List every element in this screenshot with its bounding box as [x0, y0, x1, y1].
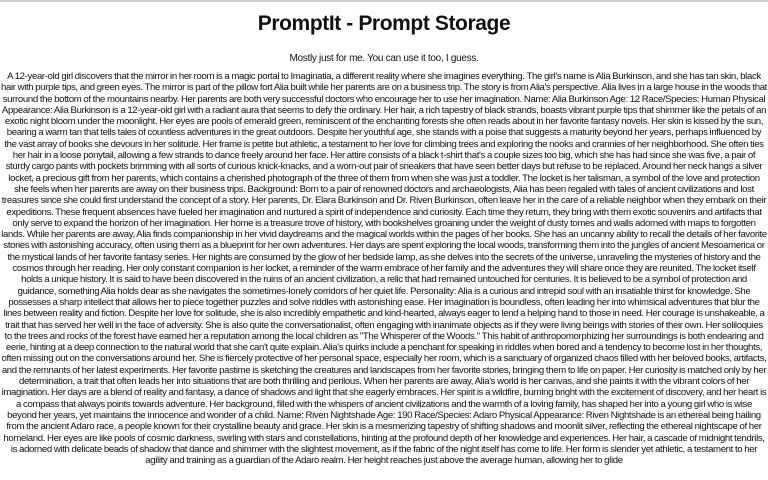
page-subtitle: Mostly just for me. You can use it too, I guess. [289, 53, 479, 64]
page-title: PromptIt - Prompt Storage [257, 12, 511, 35]
prompt-text: A 12-year-old girl discovers that the mirror in her room is a magic portal to Imaginatia, a different reality where she imagines everything. The girl's name is Alia Burkinson, and she has tan skin, black hair with purple tips, and green eyes. The mirror is part of the pillow fort Alia built while her parents are on a business trip. The story is from Alia's perspective. Alia lives in a large house in the woods that surround the bottom of the mountains nearby. Her parents are both very successful doctors who encourage her to use her imagination. Name: Alia Burkinson Age: 12 Race/Species: Human Physical Appearance: Alia Burkinson is a 12-year-old girl with a radiant aura that seems to defy the ordinary. Her hair, a rich tapestry of black strands, boasts vibrant purple tips that shimmer like the petals of an exotic night bloom under the moonlight. Her eyes are pools of emerald green, reminiscent of the enchanting forests she often reads about in her favorite fantasy novels. Her skin is kissed by the sun, bearing a warm tan that tells tales of countless adventures in the great outdoors. Despite her youthful age, she stands with a poise that suggests a maturity beyond her years, perhaps influenced by the vast array of books she devours in her solitude. Her frame is petite but athletic, a testament to her love for climbing trees and exploring the nooks and crannies of her neighborhood. She often ties her hair in a loose ponytail, allowing a few strands to dance freely around her face. Her attire consists of a black t-shirt that's a couple sizes too big, which she has had since she was five, a pair of sturdy cargo pants with pockets brimming with all sorts of curious knick-knacks, and a worn-out pair of sneakers that have seen better days but refuse to be replaced. Around her neck hangs a silver locket, a precious gift from her parents, which contains a cherished photograph of the three of them from when she was just a toddler. The locket is her talisman, a symbol of the love and protection she feels when her parents are away on their business trips. Background: Born to a pair of renowned doctors and archaeologists, Alia has been regaled with tales of ancient civilizations and lost treasures since she could first understand the concept of a story. Her parents, Dr. Elara Burkinson and Dr. Riven Burkinson, often leave her in the care of a reliable neighbor when they embark on their expeditions. These frequent absences have fueled her imagination and nurtured a spirit of independence and curiosity. Each time they return, they bring with them exotic souvenirs and artifacts that only serve to expand the horizon of her imagination. Her home is a treasure trove of history, with bookshelves groaning under the weight of dusty tomes and walls adorned with maps to forgotten lands. While her parents are away, Alia finds companionship in her vivid daydreams and the magical worlds within the pages of her books. She has an uncanny ability to recall the details of her favorite stories with astonishing accuracy, often using them as a blueprint for her own adventures. Her days are spent exploring the local woods, transforming them into the jungles of ancient Mesoamerica or the mystical lands of her favorite fantasy series. Her nights are consumed by the glow of her bedside lamp, as she delves into the secrets of the universe, unraveling the mysteries of history and the cosmos through her reading. Her only constant companion is her locket, a reminder of the warm embrace of her family and the adventures they will share once they are reunited. The locket itself holds a unique history. It is said to have been discovered in the ruins of an ancient civilization, a relic that had remained untouched for centuries. It is believed to be a symbol of protection and guidance, something Alia holds dear as she navigates the sometimes-lonely corridors of her quiet life. Personality: Alia is a curious and intrepid soul with an insatiable thirst for knowledge. She possesses a sharp intellect that allows her to piece together puzzles and solve riddles with astonishing ease. Her imagination is boundless, often leading her into whimsical adventures that blur the lines between reality and fiction. Despite her love for solitude, she is also incredibly empathetic and kind-hearted, always eager to lend a helping hand to those in need. Her courage is unshakeable, a trait that has served her well in the face of adversity. She is also quite the conversationalist, often engaging with inanimate objects as if they were living beings with stories of their own. Her soliloquies to the trees and rocks of the forest have earned her a reputation among the local children as "The Whisperer of the Woods." This habit of anthropomorphizing her surroundings is both endearing and eerie, hinting at a deep connection to the natural world that she can't quite explain. Alia's quirks include a penchant for speaking in riddles when bored and a tendency to become lost in her thoughts, often missing out on the conversations around her. She is fiercely protective of her personal space, especially her room, which is a sanctuary of organized chaos filled with her beloved books, artifacts, and the remnants of her latest experiments. Her favorite pastime is sketching the creatures and landscapes from her favorite stories, bringing them to life on paper. Her curiosity is matched only by her determination, a trait that often leads her into situations that are both thrilling and perilous. When her parents are away, Alia's world is her canvas, and she paints it with the vibrant colors of her imagination. Her days are a blend of reality and fantasy, a dance of shadows and light that she eagerly embraces. Her spirit is a wildfire, burning bright with the excitement of discovery, and her heart is a compass that always points towards adventure. Her background, filled with the whispers of ancient civilizations and the warmth of a loving family, has shaped her into a young girl who is wise beyond her years, yet maintains the innocence and wonder of a child. Name: Riven Nightshade Age: 190 Race/Species: Adaro Physical Appearance: Riven Nightshade is an ethereal being hailing from the ancient Adaro race, a people known for their crystalline beauty and grace. Her skin is a mesmerizing tapestry of shifting shadows and moonlit silver, reflecting the ethereal nightscape of her homeland. Her eyes are like pools of cosmic darkness, swirling with stars and constellations, hinting at the profound depth of her knowledge and experiences. Her hair, a cascade of midnight tendrils, is adorned with delicate beads of shadow that dance and shimmer with the slightest movement, as if the fabric of the night itself has come to life. Her form is slender yet athletic, a testament to her agility and training as a guardian of the Adaro realm. Her height reaches just above the average human, allowing her to glide [1, 71, 768, 467]
